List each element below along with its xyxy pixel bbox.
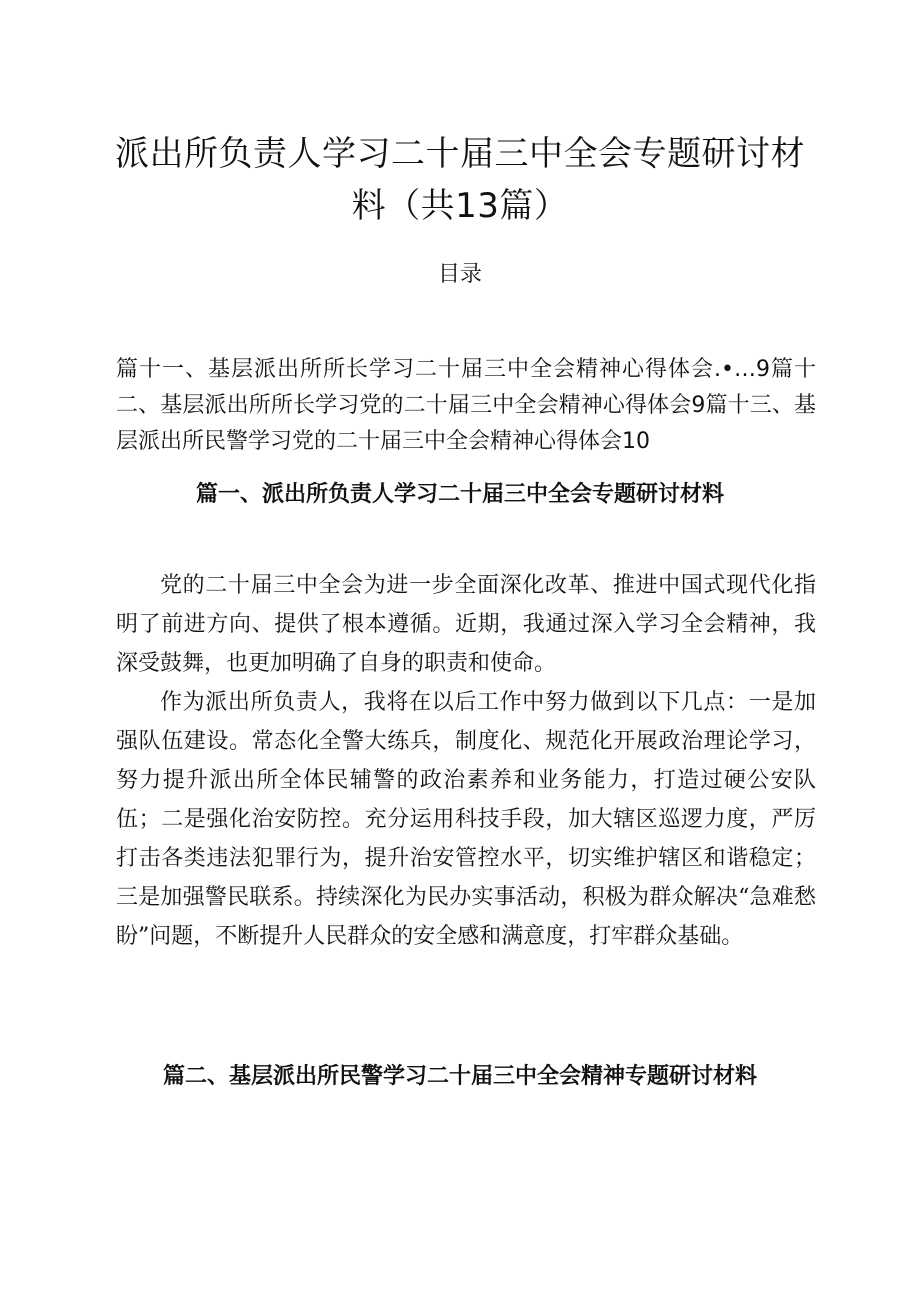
toc-entries: 篇十一、基层派出所所长学习二十届三中全会精神心得体会.•…9篇十二、基层派出所所长学习党的二十届三中全会精神心得体会9篇十三、基层派出所民警学习党的二十届三中全会精神心得体会10 [116, 357, 816, 454]
section-2-heading: 篇二、基层派出所民警学习二十届三中全会精神专题研讨材料 [162, 1064, 757, 1089]
section-1-body [116, 566, 816, 956]
document-title: 派出所负责人学习二十届三中全会专题研讨材料（共13篇） [115, 134, 805, 226]
toc-heading: 目录 [437, 262, 482, 287]
section-1-paragraph-2: 作为派出所负责人，我将在以后工作中努力做到以下几点：一是加强队伍建设。常态化全警大练兵，制度化、规范化开展政治理论学习，努力提升派出所全体民辅警的政治素养和业务能力，打造过硬公安队伍；二是强化治安防控。充分运用科技手段，加大辖区巡逻力度，严厉打击各类违法犯罪行为，提升治安管控水平，切实维护辖区和谐稳定；三是加强警民联系。持续深化为民办实事活动，积极为群众解决“急难愁盼”问题，不断提升人民群众的安全感和满意度，打牢群众基础。 [116, 690, 816, 949]
section-1-heading: 篇一、派出所负责人学习二十届三中全会专题研讨材料 [195, 482, 724, 507]
section-1-paragraph-1: 党的二十届三中全会为进一步全面深化改革、推进中国式现代化指明了前进方向、提供了根本遵循。近期，我通过深入学习全会精神，我深受鼓舞，也更加明确了自身的职责和使命。 [116, 573, 816, 676]
